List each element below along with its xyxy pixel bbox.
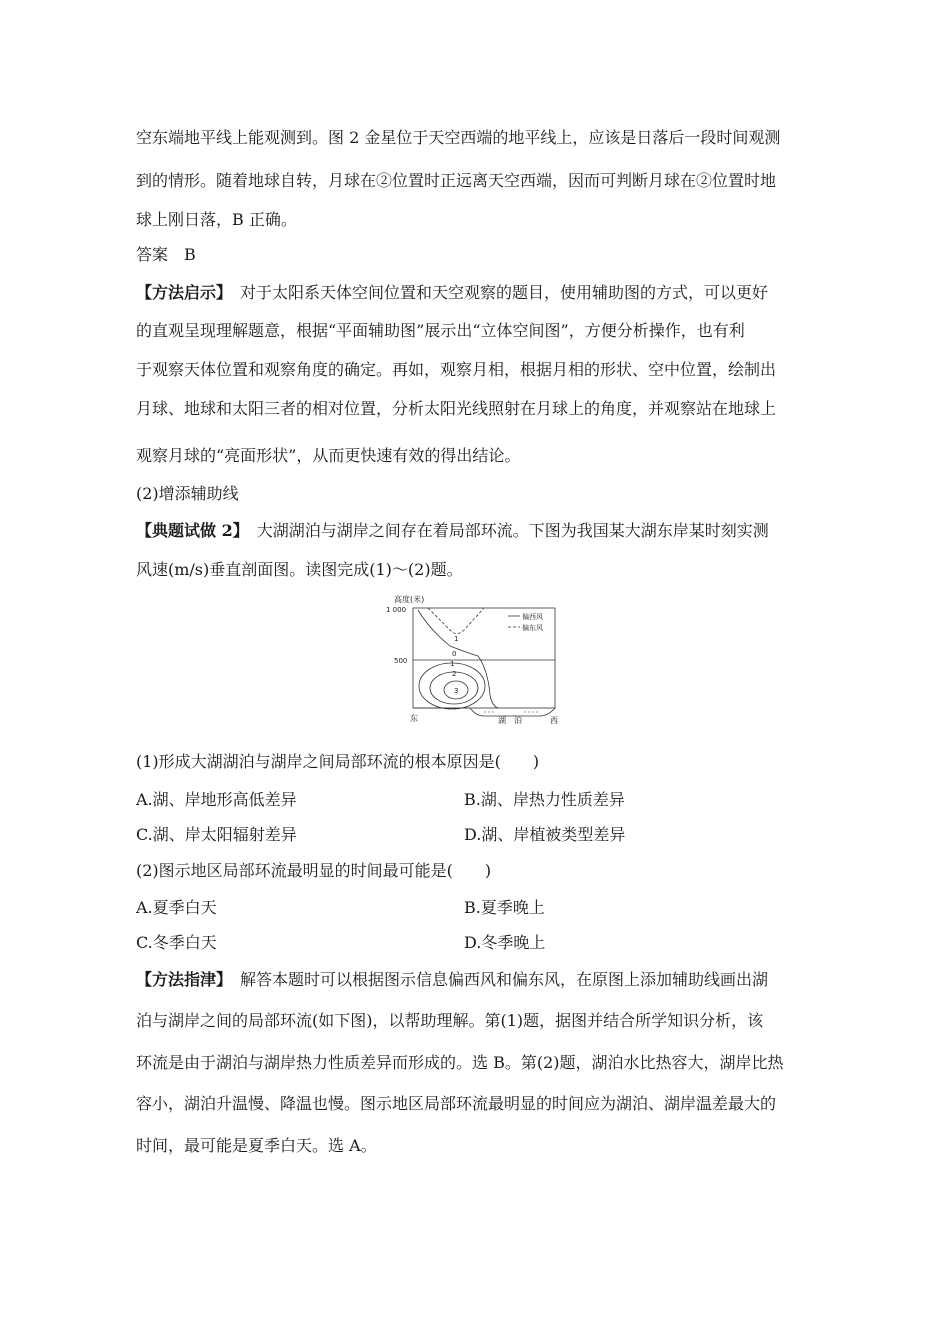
tick-1000: 1 000 bbox=[386, 606, 407, 614]
method-hint-2-line5: 时间，最可能是夏季白天。选 A。 bbox=[136, 1136, 377, 1155]
q1-option-b: B.湖、岸热力性质差异 bbox=[464, 790, 625, 809]
section-heading: (2)增添辅助线 bbox=[136, 484, 239, 503]
q2-option-c: C.冬季白天 bbox=[136, 933, 217, 952]
para1-line3: 球上刚日落，B 正确。 bbox=[136, 210, 297, 229]
answer: 答案 B bbox=[136, 245, 196, 264]
q1-option-c: C.湖、岸太阳辐射差异 bbox=[136, 825, 297, 844]
q2-option-b: B.夏季晚上 bbox=[464, 898, 545, 917]
y-axis-label: 高度(米) bbox=[394, 595, 425, 604]
example-line1: 大湖湖泊与湖岸之间存在着局部环流。下图为我国某大湖东岸某时刻实测 bbox=[240, 521, 769, 540]
q2-option-a: A.夏季白天 bbox=[136, 898, 217, 917]
method-hint-2-line4: 容小，湖泊升温慢、降温也慢。图示地区局部环流最明显的时间应为湖泊、湖岸温差最大的 bbox=[136, 1094, 777, 1113]
legend-east: 偏东风 bbox=[522, 624, 543, 632]
method-hint-1-line4: 月球、地球和太阳三者的相对位置，分析太阳光线照射在月球上的角度，并观察站在地球上 bbox=[136, 399, 777, 418]
tick-500: 500 bbox=[394, 657, 408, 665]
label-east: 东 bbox=[410, 714, 418, 723]
contour-label-1-top: 1 bbox=[454, 635, 459, 643]
method-hint-1-line5: 观察月球的“亮面形状”，从而更快速有效的得出结论。 bbox=[136, 446, 521, 465]
method-hint-1-line1: 对于太阳系天体空间位置和天空观察的题目，使用辅助图的方式，可以更好 bbox=[224, 283, 769, 302]
q2-option-d: D.冬季晚上 bbox=[464, 933, 546, 952]
method-hint-2-line2: 泊与湖岸之间的局部环流(如下图)，以帮助理解。第(1)题，据图并结合所学知识分析，该 bbox=[136, 1011, 764, 1030]
q1-stem: (1)形成大湖湖泊与湖岸之间局部环流的根本原因是( ) bbox=[136, 752, 540, 771]
para1-line1: 空东端地平线上能观测到。图 2 金星位于天空西端的地平线上，应该是日落后一段时间观测 bbox=[136, 128, 781, 147]
method-hint-1-line2: 的直观呈现理解题意，根据“平面辅助图”展示出“立体空间图”，方便分析操作，也有利 bbox=[136, 321, 745, 340]
contour-label-3: 3 bbox=[454, 687, 459, 695]
para1-line2: 到的情形。随着地球自转，月球在②位置时正远离天空西端，因而可判断月球在②位置时地 bbox=[136, 171, 777, 190]
example-line2: 风速(m/s)垂直剖面图。读图完成(1)～(2)题。 bbox=[136, 560, 463, 579]
easterly-contour bbox=[428, 608, 484, 634]
q2-stem: (2)图示地区局部环流最明显的时间最可能是( ) bbox=[136, 861, 492, 880]
wind-profile-figure bbox=[380, 590, 580, 730]
example-label: 【典题试做 2】 bbox=[136, 521, 241, 540]
method-hint-1 bbox=[136, 283, 768, 303]
label-lake: 湖 泊 bbox=[498, 716, 522, 725]
legend-west: 偏西风 bbox=[522, 613, 543, 621]
q1-option-a: A.湖、岸地形高低差异 bbox=[136, 790, 297, 809]
contour-label-1: 1 bbox=[450, 660, 455, 668]
method-hint-2 bbox=[136, 970, 768, 990]
method-hint-2-line3: 环流是由于湖泊与湖岸热力性质差异而形成的。选 B。第(2)题，湖泊水比热容大，湖岸比热 bbox=[136, 1053, 784, 1072]
contour-label-0: 0 bbox=[452, 650, 457, 658]
q1-option-d: D.湖、岸植被类型差异 bbox=[464, 825, 626, 844]
label-west: 西 bbox=[550, 716, 558, 725]
method-hint-1-label: 【方法启示】 bbox=[136, 283, 225, 302]
method-hint-2-label: 【方法指津】 bbox=[136, 970, 225, 989]
method-hint-1-line3: 于观察天体位置和观察角度的确定。再如，观察月相，根据月相的形状、空中位置，绘制出 bbox=[136, 360, 777, 379]
example-question bbox=[136, 521, 769, 541]
figure-frame bbox=[413, 608, 555, 708]
contour-label-2: 2 bbox=[452, 670, 457, 678]
method-hint-2-line1: 解答本题时可以根据图示信息偏西风和偏东风，在原图上添加辅助线画出湖 bbox=[224, 970, 769, 989]
